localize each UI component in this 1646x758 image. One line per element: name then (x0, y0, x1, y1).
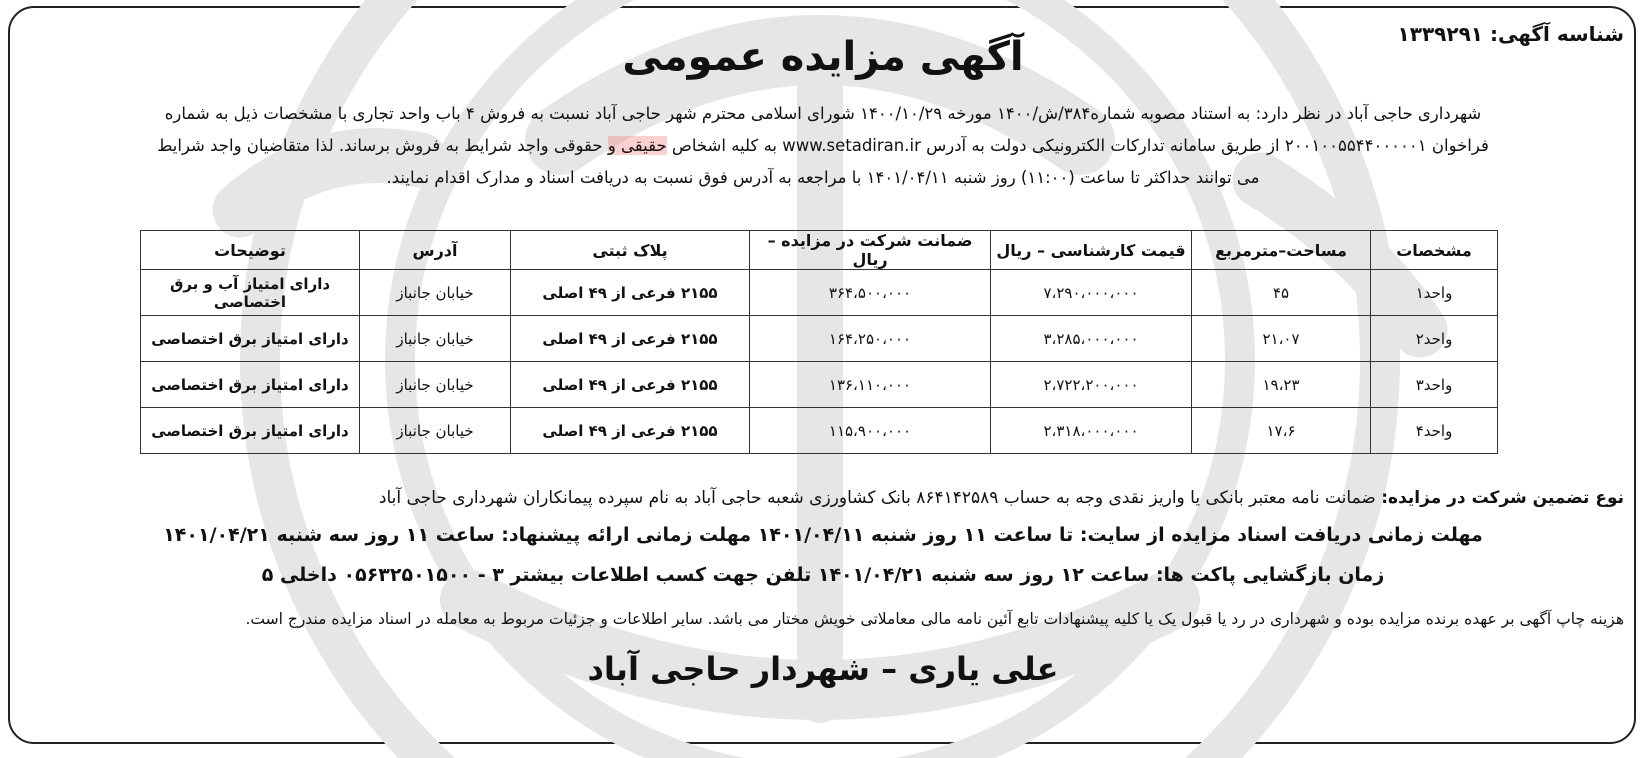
signature: علی یاری – شهردار حاجی آباد (587, 650, 1059, 688)
cell-spec: واحد۱ (1371, 270, 1498, 316)
guarantee-line (379, 488, 1624, 508)
cell-spec: واحد۲ (1371, 316, 1498, 362)
cell-plate: ۲۱۵۵ فرعی از ۴۹ اصلی (511, 362, 750, 408)
cell-guarantee: ۳۶۴،۵۰۰،۰۰۰ (750, 270, 991, 316)
table-row (141, 316, 1498, 362)
ad-identifier: شناسه آگهی: ۱۳۳۹۲۹۱ (1397, 22, 1624, 46)
intro-line-1: شهرداری حاجی آباد در نظر دارد: به استناد مصوبه شماره۳۸۴/ش/۱۴۰۰ مورخه ۱۴۰۰/۱۰/۲۹ شورای اسلامی محترم شهر حاجی آباد نسبت به فروش ۴ باب واحد تجاری با مشخصات ذیل به شماره (164, 104, 1482, 123)
header-area: مساحت–مترمربع (1192, 231, 1371, 270)
cell-guarantee: ۱۶۴،۲۵۰،۰۰۰ (750, 316, 991, 362)
intro-line-2-start: فراخوان ۲۰۰۱۰۰۵۵۴۴۰۰۰۰۰۱ از طریق سامانه تدارکات الکترونیکی دولت به آدرس www.setadiran.ir به کلیه اشخاص (666, 136, 1489, 155)
header-notes: توضیحات (141, 231, 360, 270)
guarantee-label: نوع تضمین شرکت در مزایده: (1381, 488, 1624, 508)
intro-paragraph (22, 98, 1624, 194)
deadline-line-1: مهلت زمانی دریافت اسناد مزایده از سایت: تا ساعت ۱۱ روز شنبه ۱۴۰۱/۰۴/۱۱ مهلت زمانی ارائه پیشنهاد: ساعت ۱۱ روز سه شنبه ۱۴۰۱/۰۴/۲۱ (163, 524, 1483, 546)
cell-guarantee: ۱۳۶،۱۱۰،۰۰۰ (750, 362, 991, 408)
cell-notes: دارای امتیاز برق اختصاصی (141, 316, 360, 362)
intro-highlight: حقیقی و (607, 136, 667, 155)
table-row (141, 270, 1498, 316)
cell-price: ۲،۷۲۲،۲۰۰،۰۰۰ (991, 362, 1192, 408)
cell-address: خیابان جانباز (360, 408, 511, 454)
intro-line-2 (22, 130, 1624, 162)
header-spec: مشخصات (1371, 231, 1498, 270)
guarantee-text: ضمانت نامه معتبر بانکی یا واریز نقدی وجه به حساب ۸۶۴۱۴۲۵۸۹ بانک کشاورزی شعبه حاجی آباد به نام سپرده پیمانکاران شهرداری حاجی آباد (378, 488, 1382, 508)
cell-price: ۲،۳۱۸،۰۰۰،۰۰۰ (991, 408, 1192, 454)
header-address: آدرس (360, 231, 511, 270)
page-title: آگهی مزایده عمومی (622, 34, 1024, 80)
cell-guarantee: ۱۱۵،۹۰۰،۰۰۰ (750, 408, 991, 454)
units-table (140, 230, 1498, 454)
table-row (141, 362, 1498, 408)
cost-note: هزینه چاپ آگهی بر عهده برنده مزایده بوده و شهرداری در رد یا قبول یک یا کلیه پیشنهادات تابع آئین نامه مالی معاملاتی خویش مختار می باشد. سایر اطلاعات و جزئیات مربوط به معامله در اسناد مزایده مندرج است. (245, 610, 1624, 628)
cell-area: ۲۱،۰۷ (1192, 316, 1371, 362)
deadline-line-2: زمان بازگشایی پاکت ها: ساعت ۱۲ روز سه شنبه ۱۴۰۱/۰۴/۲۱ تلفن جهت کسب اطلاعات بیشتر ۳ - ۰۵۶۳۲۵۰۱۵۰۰ داخلی ۵ (261, 564, 1385, 586)
cell-address: خیابان جانباز (360, 316, 511, 362)
table-header-row (141, 231, 1498, 270)
table-row (141, 408, 1498, 454)
cell-area: ۱۹،۲۳ (1192, 362, 1371, 408)
cell-plate: ۲۱۵۵ فرعی از ۴۹ اصلی (511, 408, 750, 454)
header-price: قیمت کارشناسی – ریال (991, 231, 1192, 270)
header-guarantee: ضمانت شرکت در مزایده – ریال (750, 231, 991, 270)
intro-line-2-end: حقوقی واجد شرایط به فروش برساند. لذا متقاضیان واجد شرایط (157, 136, 608, 155)
cell-price: ۷،۲۹۰،۰۰۰،۰۰۰ (991, 270, 1192, 316)
cell-area: ۴۵ (1192, 270, 1371, 316)
cell-plate: ۲۱۵۵ فرعی از ۴۹ اصلی (511, 316, 750, 362)
cell-notes: دارای امتیاز برق اختصاصی (141, 362, 360, 408)
intro-line-3: می توانند حداکثر تا ساعت (۱۱:۰۰) روز شنبه ۱۴۰۱/۰۴/۱۱ با مراجعه به آدرس فوق نسبت به دریافت اسناد و مدارک اقدام نمایند. (386, 168, 1260, 187)
header-plate: پلاک ثبتی (511, 231, 750, 270)
cell-notes: دارای امتیاز آب و برق اختصاصی (141, 270, 360, 316)
cell-area: ۱۷،۶ (1192, 408, 1371, 454)
cell-spec: واحد۴ (1371, 408, 1498, 454)
cell-address: خیابان جانباز (360, 270, 511, 316)
cell-price: ۳،۲۸۵،۰۰۰،۰۰۰ (991, 316, 1192, 362)
cell-plate: ۲۱۵۵ فرعی از ۴۹ اصلی (511, 270, 750, 316)
cell-spec: واحد۳ (1371, 362, 1498, 408)
cell-notes: دارای امتیاز برق اختصاصی (141, 408, 360, 454)
cell-address: خیابان جانباز (360, 362, 511, 408)
